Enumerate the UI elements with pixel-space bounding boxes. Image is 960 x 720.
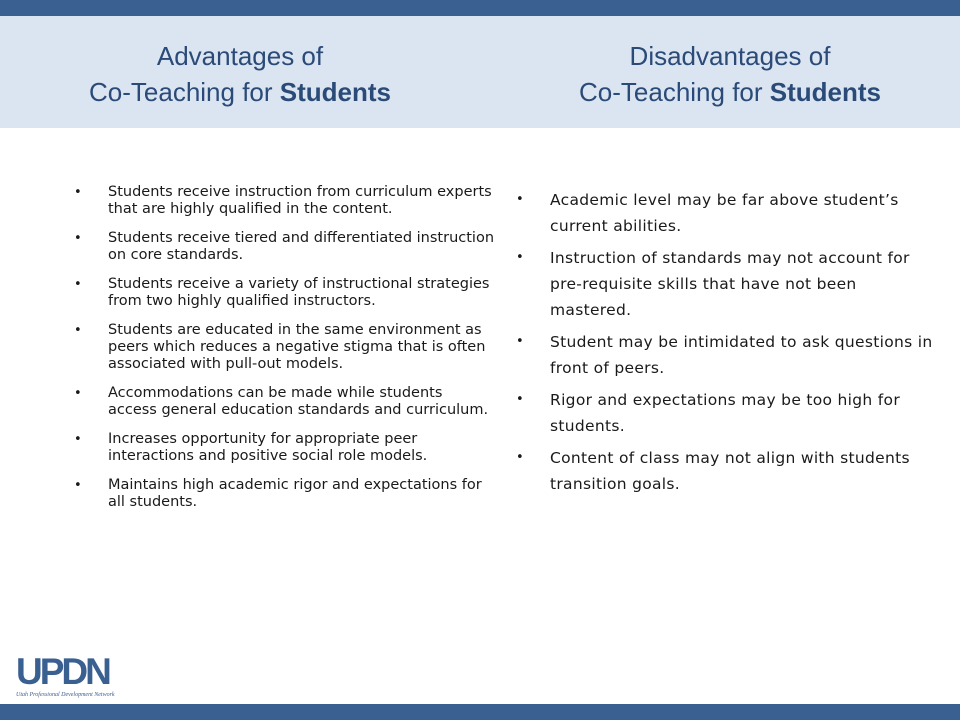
disadvantages-heading <box>490 38 960 110</box>
top-accent-bar <box>0 0 960 16</box>
disadvantages-list <box>516 187 936 503</box>
advantages-item: • Students receive tiered and differentiated instruction on core standards. <box>74 230 494 264</box>
disadvantages-item: • Academic level may be far above student’s current abilities. <box>516 187 936 239</box>
advantages-list <box>74 184 494 523</box>
updn-logo <box>16 652 130 698</box>
advantages-item: • Students receive instruction from curriculum experts that are highly qualified in the content. <box>74 184 494 218</box>
advantages-item: • Maintains high academic rigor and expectations for all students. <box>74 477 494 511</box>
logo-subtitle: Utah Professional Development Network <box>16 692 115 698</box>
disadvantages-item: • Rigor and expectations may be too high for students. <box>516 387 936 439</box>
disadvantages-heading-line2 <box>490 74 960 110</box>
advantages-heading-line1: Advantages of <box>156 41 324 71</box>
advantages-heading-line2 <box>0 74 480 110</box>
disadvantages-heading-line1: Disadvantages of <box>629 41 831 71</box>
advantages-heading <box>0 38 480 110</box>
logo-text: UPDN <box>16 651 109 692</box>
advantages-item: • Students are educated in the same environment as peers which reduces a negative stigma that is often associated with pull-out models. <box>74 322 494 373</box>
disadvantages-item: • Content of class may not align with students transition goals. <box>516 445 936 497</box>
advantages-heading-bold: Students <box>279 77 391 107</box>
advantages-item: • Increases opportunity for appropriate peer interactions and positive social role models. <box>74 431 494 465</box>
disadvantages-item: • Instruction of standards may not account for pre-requisite skills that have not been mastered. <box>516 245 936 323</box>
disadvantages-heading-prefix: Co-Teaching for <box>579 77 770 107</box>
bottom-accent-bar <box>0 704 960 720</box>
advantages-item: • Accommodations can be made while students access general education standards and curriculum. <box>74 385 494 419</box>
disadvantages-heading-bold: Students <box>769 77 881 107</box>
advantages-heading-prefix: Co-Teaching for <box>89 77 280 107</box>
advantages-item: • Students receive a variety of instructional strategies from two highly qualified instructors. <box>74 276 494 310</box>
disadvantages-item: • Student may be intimidated to ask questions in front of peers. <box>516 329 936 381</box>
